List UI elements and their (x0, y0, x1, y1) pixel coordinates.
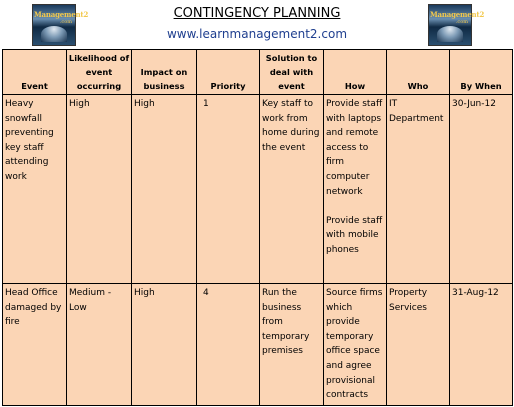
header-how: How (324, 50, 387, 95)
logo-domain: .com (455, 19, 468, 25)
logo-domain: .com (59, 19, 72, 25)
cell-how (324, 95, 387, 284)
table-row (3, 95, 513, 284)
header-event: Event (3, 50, 67, 95)
page-title: CONTINGENCY PLANNING (173, 6, 341, 21)
header-impact: Impact on business (132, 50, 197, 95)
cell-impact: High (132, 284, 197, 406)
cell-likelihood: Medium - Low (67, 284, 132, 406)
cell-who: IT Department (387, 95, 450, 284)
cell-priority: 4 (197, 284, 260, 406)
header-by-when: By When (450, 50, 513, 95)
header-who: Who (387, 50, 450, 95)
header-solution: Solution to deal with event (260, 50, 324, 95)
website-url: www.learnmanagement2.com (166, 27, 348, 41)
contingency-table (2, 49, 513, 406)
cell-who: Property Services (387, 284, 450, 406)
cell-how: Source firms which provide temporary office space and agree provisional contracts (324, 284, 387, 406)
cell-event: Head Office damaged by fire (3, 284, 67, 406)
cell-by-when: 30-Jun-12 (450, 95, 513, 284)
cell-solution: Key staff to work from home during the event (260, 95, 324, 284)
cell-likelihood: High (67, 95, 132, 284)
logo-text: Management2 (430, 10, 485, 19)
cell-impact: High (132, 95, 197, 284)
how-step-2: Provide staff with mobile phones (326, 215, 383, 255)
header-priority: Priority (197, 50, 260, 95)
cell-solution: Run the business from temporary premises (260, 284, 324, 406)
table-row (3, 284, 513, 406)
cell-event: Heavy snowfall preventing key staff attending work (3, 95, 67, 284)
how-step-1: Provide staff with laptops and remote access to firm computer network (326, 99, 383, 197)
cell-priority: 1 (197, 95, 260, 284)
header-row (3, 50, 513, 95)
header-likelihood: Likelihood of event occurring (67, 50, 132, 95)
logo-text: Management2 (34, 10, 89, 19)
cell-by-when: 31-Aug-12 (450, 284, 513, 406)
